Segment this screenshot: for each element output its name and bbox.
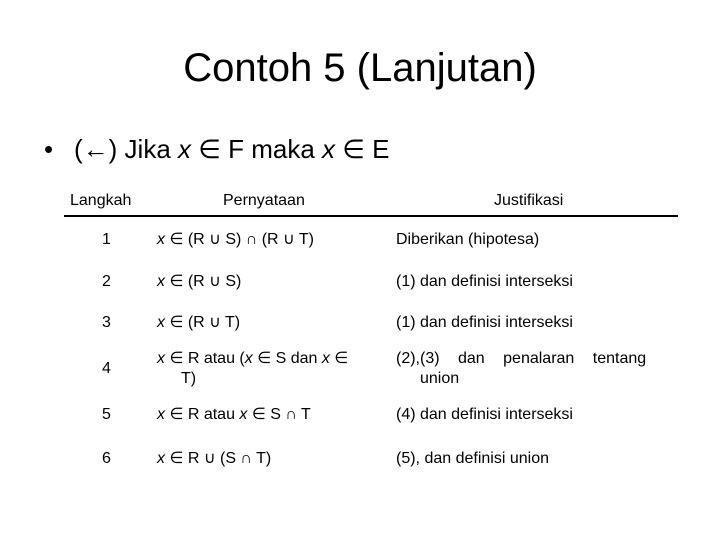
- row-5-var-2: x: [239, 406, 248, 423]
- row-3-statement: [157, 313, 377, 333]
- row-2-step: 2: [102, 273, 111, 290]
- row-5-expr-a: ∈ R atau: [165, 406, 240, 423]
- row-5-justification: (4) dan definisi interseksi: [396, 406, 573, 423]
- bullet-mid-2: ∈ E: [335, 134, 390, 164]
- row-5-statement: [157, 405, 377, 425]
- row-3-step: 3: [102, 314, 111, 331]
- row-6-statement: [157, 449, 377, 469]
- row-4-statement-line-2: T): [181, 370, 197, 387]
- row-2-justification: (1) dan definisi interseksi: [396, 273, 573, 290]
- bullet-var-x-1: x: [178, 134, 191, 164]
- row-1-expr: ∈ (R ∪ S) ∩ (R ∪ T): [165, 231, 314, 248]
- row-6-expr: ∈ R ∪ (S ∩ T): [165, 450, 272, 467]
- row-1-justification: Diberikan (hipotesa): [396, 231, 540, 248]
- row-1-statement: [157, 230, 377, 250]
- row-4-statement-line-1: [157, 349, 377, 369]
- row-1-step: 1: [102, 231, 111, 248]
- row-6-step: 6: [102, 450, 111, 467]
- bullet-lead: (←) Jika: [74, 134, 178, 164]
- row-4-justification: [396, 349, 694, 389]
- header-langkah: Langkah: [70, 192, 132, 209]
- row-3-expr: ∈ (R ∪ T): [165, 314, 241, 331]
- header-pernyataan: Pernyataan: [223, 192, 305, 209]
- bullet-marker: •: [44, 134, 54, 164]
- row-3-var: x: [157, 314, 165, 331]
- row-6-var: x: [157, 450, 165, 467]
- row-4-justification-line-2: union: [420, 370, 460, 387]
- row-2-statement: [157, 272, 377, 292]
- row-4-var-3: x: [321, 350, 330, 367]
- row-4-expr-c: ∈: [329, 350, 349, 367]
- row-6-justification: (5), dan definisi union: [396, 450, 549, 467]
- row-5-var-1: x: [157, 406, 165, 423]
- row-4-step: 4: [102, 360, 111, 377]
- row-4-statement: [157, 349, 377, 389]
- bullet-mid-1: ∈ F maka: [191, 134, 323, 164]
- row-4-var-2: x: [244, 350, 253, 367]
- row-4-justification-line-1: (2),(3) dan penalaran tentang: [396, 350, 647, 367]
- row-3-justification: (1) dan definisi interseksi: [396, 314, 573, 331]
- row-4-var-1: x: [157, 350, 165, 367]
- row-2-var: x: [157, 273, 165, 290]
- header-rule: [64, 215, 678, 217]
- bullet-statement: [44, 132, 389, 166]
- slide-title: Contoh 5 (Lanjutan): [183, 46, 537, 90]
- header-justifikasi: Justifikasi: [494, 192, 564, 209]
- bullet-var-x-2: x: [322, 134, 336, 164]
- row-4-expr-a: ∈ R atau (: [165, 350, 245, 367]
- row-4-expr-b: ∈ S dan: [252, 350, 322, 367]
- row-5-expr-b: ∈ S ∩ T: [247, 406, 311, 423]
- row-5-step: 5: [102, 406, 111, 423]
- row-1-var: x: [157, 231, 165, 248]
- row-2-expr: ∈ (R ∪ S): [165, 273, 242, 290]
